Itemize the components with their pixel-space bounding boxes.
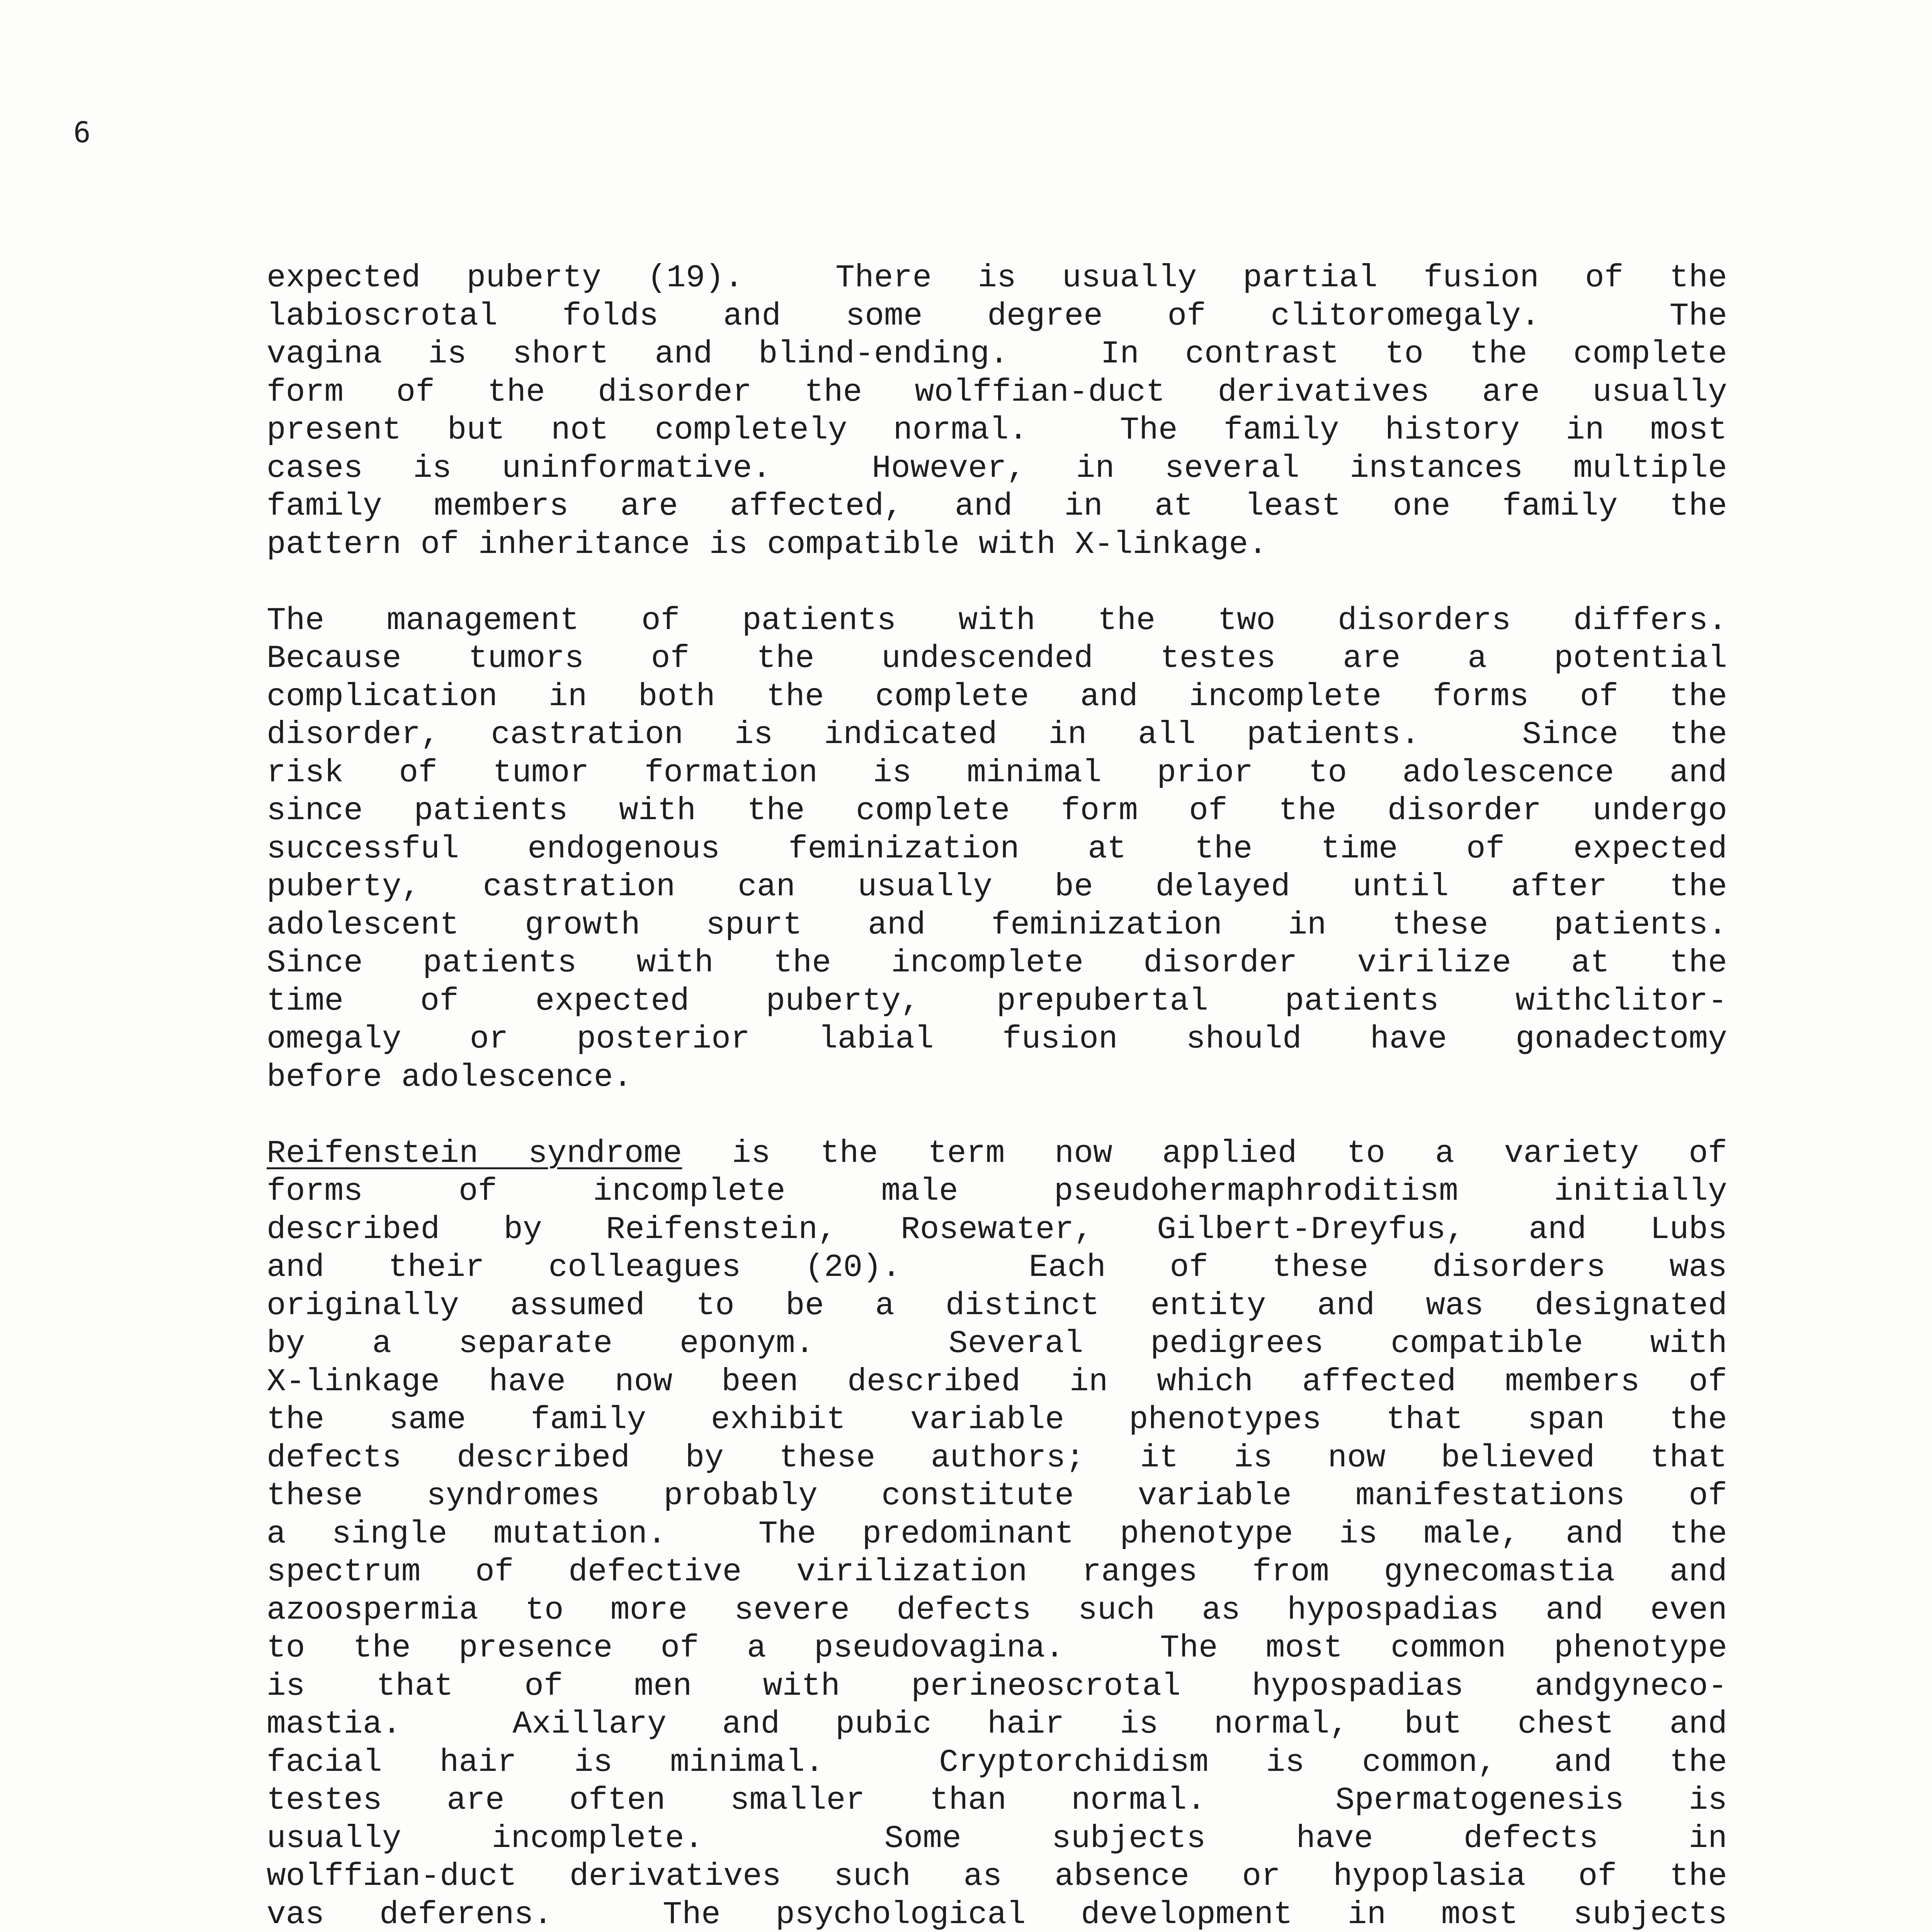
- text-line: Since patients with the incomplete disorder virilize at the: [267, 945, 1727, 981]
- text-line: the same family exhibit variable phenotypes that span the: [267, 1401, 1727, 1438]
- text-line: vas deferens. The psychological development in most subjects: [267, 1896, 1727, 1932]
- text-line: puberty, castration can usually be delayed until after the: [267, 869, 1727, 905]
- page-number: 6: [73, 116, 91, 149]
- text-line: successful endogenous feminization at the time of expected: [267, 830, 1727, 867]
- underlined-term: Reifenstein syndrome: [267, 1135, 682, 1172]
- text-line: azoospermia to more severe defects such as hypospadias and even: [267, 1592, 1727, 1628]
- text-line: usually incomplete. Some subjects have defects in: [267, 1820, 1727, 1857]
- text-line: present but not completely normal. The family history in most: [267, 412, 1727, 448]
- text-line: and their colleagues (20). Each of these disorders was: [267, 1249, 1727, 1286]
- text-line: forms of incomplete male pseudohermaphroditism initially: [267, 1173, 1727, 1209]
- text-line: by a separate eponym. Several pedigrees compatible with: [267, 1325, 1727, 1362]
- text-line: a single mutation. The predominant phenotype is male, and the: [267, 1515, 1727, 1552]
- text-line: spectrum of defective virilization ranges from gynecomastia and: [267, 1554, 1727, 1590]
- text-line: X-linkage have now been described in which affected members of: [267, 1363, 1727, 1400]
- text-run: is the term now applied to a variety of: [682, 1135, 1727, 1172]
- text-line: [267, 1134, 1727, 1173]
- text-line: described by Reifenstein, Rosewater, Gilbert-Dreyfus, and Lubs: [267, 1211, 1727, 1248]
- text-line: is that of men with perineoscrotal hypospadias andgyneco-: [267, 1668, 1727, 1704]
- text-line: to the presence of a pseudovagina. The most common phenotype: [267, 1630, 1727, 1666]
- text-line: originally assumed to be a distinct entity and was designated: [267, 1287, 1727, 1324]
- text-line: adolescent growth spurt and feminization in these patients.: [267, 906, 1727, 943]
- text-line: these syndromes probably constitute variable manifestations of: [267, 1478, 1727, 1514]
- paragraph-2: [267, 602, 1727, 1097]
- text-line: The management of patients with the two disorders differs.: [267, 602, 1727, 639]
- text-line: risk of tumor formation is minimal prior to adolescence and: [267, 754, 1727, 791]
- text-line: omegaly or posterior labial fusion should have gonadectomy: [267, 1021, 1727, 1057]
- text-line: pattern of inheritance is compatible with X-linkage.: [267, 526, 1268, 563]
- text-line: time of expected puberty, prepubertal patients withclitor-: [267, 983, 1727, 1019]
- text-line: testes are often smaller than normal. Spermatogenesis is: [267, 1782, 1727, 1818]
- text-line: mastia. Axillary and pubic hair is normal, but chest and: [267, 1706, 1727, 1742]
- text-line: labioscrotal folds and some degree of clitoromegaly. The: [267, 298, 1727, 334]
- text-line: expected puberty (19). There is usually partial fusion of the: [267, 260, 1727, 296]
- paragraph-3: [267, 1134, 1727, 1932]
- text-line: defects described by these authors; it is now believed that: [267, 1439, 1727, 1476]
- text-line: Because tumors of the undescended testes are a potential: [267, 640, 1727, 677]
- text-line: form of the disorder the wolffian-duct derivatives are usually: [267, 374, 1727, 410]
- text-line: since patients with the complete form of the disorder undergo: [267, 793, 1727, 829]
- text-line: cases is uninformative. However, in several instances multiple: [267, 450, 1727, 486]
- text-line: before adolescence.: [267, 1059, 633, 1095]
- paragraph-1: [267, 259, 1727, 563]
- text-line: family members are affected, and in at least one family the: [267, 488, 1727, 524]
- text-line: complication in both the complete and incomplete forms of the: [267, 678, 1727, 715]
- text-line: wolffian-duct derivatives such as absence or hypoplasia of the: [267, 1858, 1727, 1895]
- text-line: disorder, castration is indicated in all patients. Since the: [267, 716, 1727, 753]
- body-text: [267, 259, 1727, 1932]
- text-line: facial hair is minimal. Cryptorchidism is common, and the: [267, 1744, 1727, 1781]
- text-line: vagina is short and blind-ending. In contrast to the complete: [267, 336, 1727, 372]
